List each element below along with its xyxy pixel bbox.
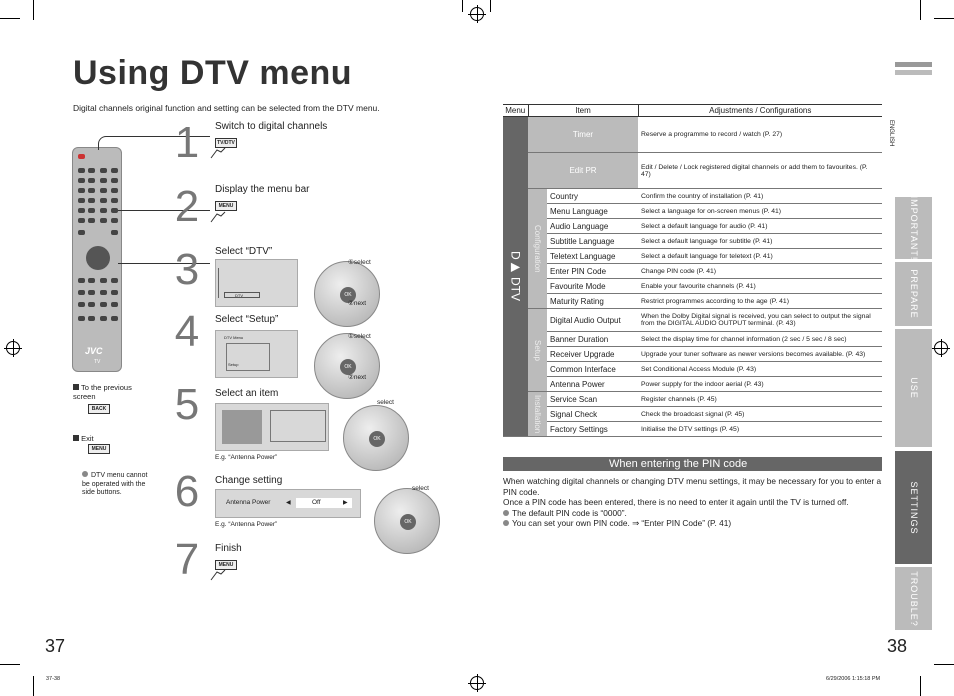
- step-label: Switch to digital channels: [215, 121, 328, 132]
- adj-receiver-upgrade: Upgrade your tuner software as newer versions becomes available. (P. 43): [638, 347, 882, 362]
- navigation-dial-icon: OK: [374, 488, 440, 554]
- dtv-logo-icon: D▶: [508, 251, 523, 275]
- bullet-icon: [82, 471, 88, 477]
- step-number: 3: [174, 245, 200, 294]
- select-hint: select: [377, 399, 394, 406]
- adj-subtitle-language: Select a default language for subtitle (P. 41): [638, 234, 882, 249]
- dtv-menu-table: [503, 104, 882, 437]
- bullet-icon: [503, 510, 509, 516]
- adj-edit-pr: Edit / Delete / Lock registered digital channels or add them to favourites. (P. 47): [638, 153, 882, 189]
- item-menu-language: Menu Language: [547, 204, 638, 219]
- tv-screen-setting: [215, 489, 361, 518]
- navigation-dial-icon: OK: [343, 405, 409, 471]
- step-label: Select “Setup”: [215, 314, 279, 325]
- adj-teletext-language: Select a default language for teletext (P. 41): [638, 249, 882, 264]
- step-label: Select an item: [215, 388, 279, 399]
- item-enter-pin-code: Enter PIN Code: [547, 264, 638, 279]
- adj-banner-duration: Select the display time for channel information (2 sec / 5 sec / 8 sec): [638, 332, 882, 347]
- pin-bullet: The default PIN code is “0000”.: [503, 508, 883, 519]
- pin-section-text: [503, 476, 883, 529]
- adj-maturity-rating: Restrict programmes according to the age (P. 41): [638, 294, 882, 309]
- crop-mark: [920, 676, 921, 696]
- previous-screen-note: To the previous screen: [73, 383, 132, 401]
- pin-paragraph: Once a PIN code has been entered, there is no need to enter it again until the TV is turned off.: [503, 497, 849, 507]
- crop-mark: [490, 0, 491, 12]
- registration-mark-icon: [934, 341, 948, 355]
- step-number: 5: [174, 380, 200, 429]
- tab-prepare[interactable]: PREPARE: [895, 262, 932, 326]
- registration-mark-icon: [6, 341, 20, 355]
- item-factory-settings: Factory Settings: [547, 422, 638, 437]
- menu-button-icon: MENU: [215, 560, 237, 570]
- crop-mark: [33, 676, 34, 696]
- tab-important[interactable]: IMPORTANT!: [895, 197, 932, 259]
- decor-bar: [895, 70, 932, 75]
- menu-label: DTV: [508, 277, 523, 302]
- crop-mark: [0, 664, 20, 665]
- item-digital-audio-output: Digital Audio Output: [547, 309, 638, 332]
- step-label: Finish: [215, 543, 242, 554]
- step-label: Select “DTV”: [215, 246, 273, 257]
- item-country: Country: [547, 189, 638, 204]
- select-hint: select: [412, 485, 429, 492]
- step-number: 7: [174, 535, 200, 584]
- exit-note: Exit: [73, 434, 94, 443]
- crop-mark: [33, 0, 34, 20]
- menu-button-icon: MENU: [215, 201, 237, 211]
- bullet-icon: [503, 520, 509, 526]
- page-title: Using DTV menu: [73, 54, 353, 92]
- header-adjustments: Adjustments / Configurations: [638, 105, 882, 117]
- tab-use[interactable]: USE: [895, 329, 932, 447]
- header-item: Item: [528, 105, 638, 117]
- adj-antenna-power: Power supply for the indoor aerial (P. 43): [638, 377, 882, 392]
- hand-press-icon: [209, 210, 227, 224]
- footer-right: 6/29/2006 1:15:18 PM: [826, 676, 881, 682]
- item-maturity-rating: Maturity Rating: [547, 294, 638, 309]
- step-number: 1: [174, 118, 200, 167]
- chevron-left-icon: ◀: [286, 500, 291, 506]
- adj-common-interface: Set Conditional Access Module (P. 43): [638, 362, 882, 377]
- registration-mark-icon: [470, 7, 484, 21]
- brand-logo: JVC: [85, 346, 103, 356]
- back-button-icon: BACK: [88, 404, 110, 414]
- decor-bar: [895, 62, 932, 67]
- side-buttons-note: DTV menu cannot be operated with the side buttons.: [82, 472, 148, 496]
- group-setup: Setup: [528, 309, 547, 392]
- footer-left: 37-38: [46, 676, 61, 682]
- adj-enter-pin-code: Change PIN code (P. 41): [638, 264, 882, 279]
- tab-trouble[interactable]: TROUBLE?: [895, 567, 932, 630]
- navigation-dial-icon: OK: [314, 261, 380, 327]
- item-service-scan: Service Scan: [547, 392, 638, 407]
- remote-control: [72, 147, 122, 372]
- menu-button-icon: MENU: [88, 444, 110, 454]
- navigation-dial-icon: OK: [314, 333, 380, 399]
- menu-dtv-cell: [503, 117, 528, 437]
- item-audio-language: Audio Language: [547, 219, 638, 234]
- adj-factory-settings: Initialise the DTV settings (P. 45): [638, 422, 882, 437]
- step-label: Display the menu bar: [215, 184, 310, 195]
- adj-timer: Reserve a programme to record / watch (P. 27): [638, 117, 882, 153]
- group-configuration: Configuration: [528, 189, 547, 309]
- crop-mark: [934, 664, 954, 665]
- page-number-left: 37: [45, 636, 66, 656]
- header-menu: Menu: [503, 105, 528, 117]
- item-receiver-upgrade: Receiver Upgrade: [547, 347, 638, 362]
- example-note: E.g. “Antenna Power”: [215, 521, 278, 528]
- adj-favourite-mode: Enable your favourite channels (P. 41): [638, 279, 882, 294]
- step-number: 6: [174, 467, 200, 516]
- screen-setup-item: Setup: [228, 362, 239, 367]
- remote-model: TV: [94, 359, 101, 365]
- setting-name: Antenna Power: [226, 499, 271, 506]
- item-signal-check: Signal Check: [547, 407, 638, 422]
- item-teletext-language: Teletext Language: [547, 249, 638, 264]
- tab-settings[interactable]: SETTINGS: [895, 451, 932, 564]
- setting-value: Off: [312, 499, 321, 506]
- tv-screen-menu: [215, 259, 298, 307]
- chevron-right-icon: ▶: [343, 500, 348, 506]
- select-hint: ①select: [348, 259, 371, 266]
- tv-dtv-button-icon: TV/DTV: [215, 138, 237, 148]
- intro-text: Digital channels original function and setting can be selected from the DTV menu.: [73, 103, 380, 113]
- navigation-dial-icon: [86, 246, 110, 270]
- adj-signal-check: Check the broadcast signal (P. 45): [638, 407, 882, 422]
- step-number: 4: [174, 307, 200, 356]
- select-hint: ①select: [348, 333, 371, 340]
- group-installation: Installation: [528, 392, 547, 437]
- crop-mark: [934, 18, 954, 19]
- item-edit-pr: Edit PR: [528, 153, 638, 189]
- next-hint: ②next: [348, 374, 367, 381]
- adj-digital-audio-output: When the Dolby Digital signal is received, you can select to output the signal from the DIGITAL AUDIO OUTPUT terminal. (P. 43): [638, 309, 882, 332]
- tv-screen-item-list: [215, 403, 329, 451]
- screen-menu-title: DTV Menu: [224, 335, 244, 340]
- power-key-icon: [78, 154, 85, 159]
- item-subtitle-language: Subtitle Language: [547, 234, 638, 249]
- next-hint: ②next: [348, 300, 367, 307]
- screen-dtv-item: DTV: [224, 292, 260, 298]
- adj-service-scan: Register channels (P. 45): [638, 392, 882, 407]
- adj-menu-language: Select a language for on-screen menus (P. 41): [638, 204, 882, 219]
- item-banner-duration: Banner Duration: [547, 332, 638, 347]
- item-antenna-power: Antenna Power: [547, 377, 638, 392]
- language-label: ENGLISH: [888, 120, 894, 147]
- crop-mark: [920, 0, 921, 20]
- adj-country: Confirm the country of installation (P. 41): [638, 189, 882, 204]
- pin-bullet: You can set your own PIN code. ⇒ “Enter PIN Code” (P. 41): [503, 518, 883, 529]
- step-label: Change setting: [215, 475, 283, 486]
- adj-audio-language: Select a default language for audio (P. 41): [638, 219, 882, 234]
- page-number-right: 38: [887, 636, 908, 656]
- step-number: 2: [174, 182, 200, 231]
- example-note: E.g. “Antenna Power”: [215, 454, 278, 461]
- registration-mark-icon: [470, 676, 484, 690]
- crop-mark: [462, 0, 463, 12]
- crop-mark: [0, 18, 20, 19]
- hand-press-icon: [209, 146, 227, 160]
- tv-screen-dtv-menu: [215, 330, 298, 378]
- hand-press-icon: [209, 568, 227, 582]
- item-common-interface: Common Interface: [547, 362, 638, 377]
- item-timer: Timer: [528, 117, 638, 153]
- item-favourite-mode: Favourite Mode: [547, 279, 638, 294]
- pin-section-heading: When entering the PIN code: [503, 457, 882, 471]
- pin-paragraph: When watching digital channels or changing DTV menu settings, it may be necessary for you to enter a PIN code.: [503, 476, 882, 497]
